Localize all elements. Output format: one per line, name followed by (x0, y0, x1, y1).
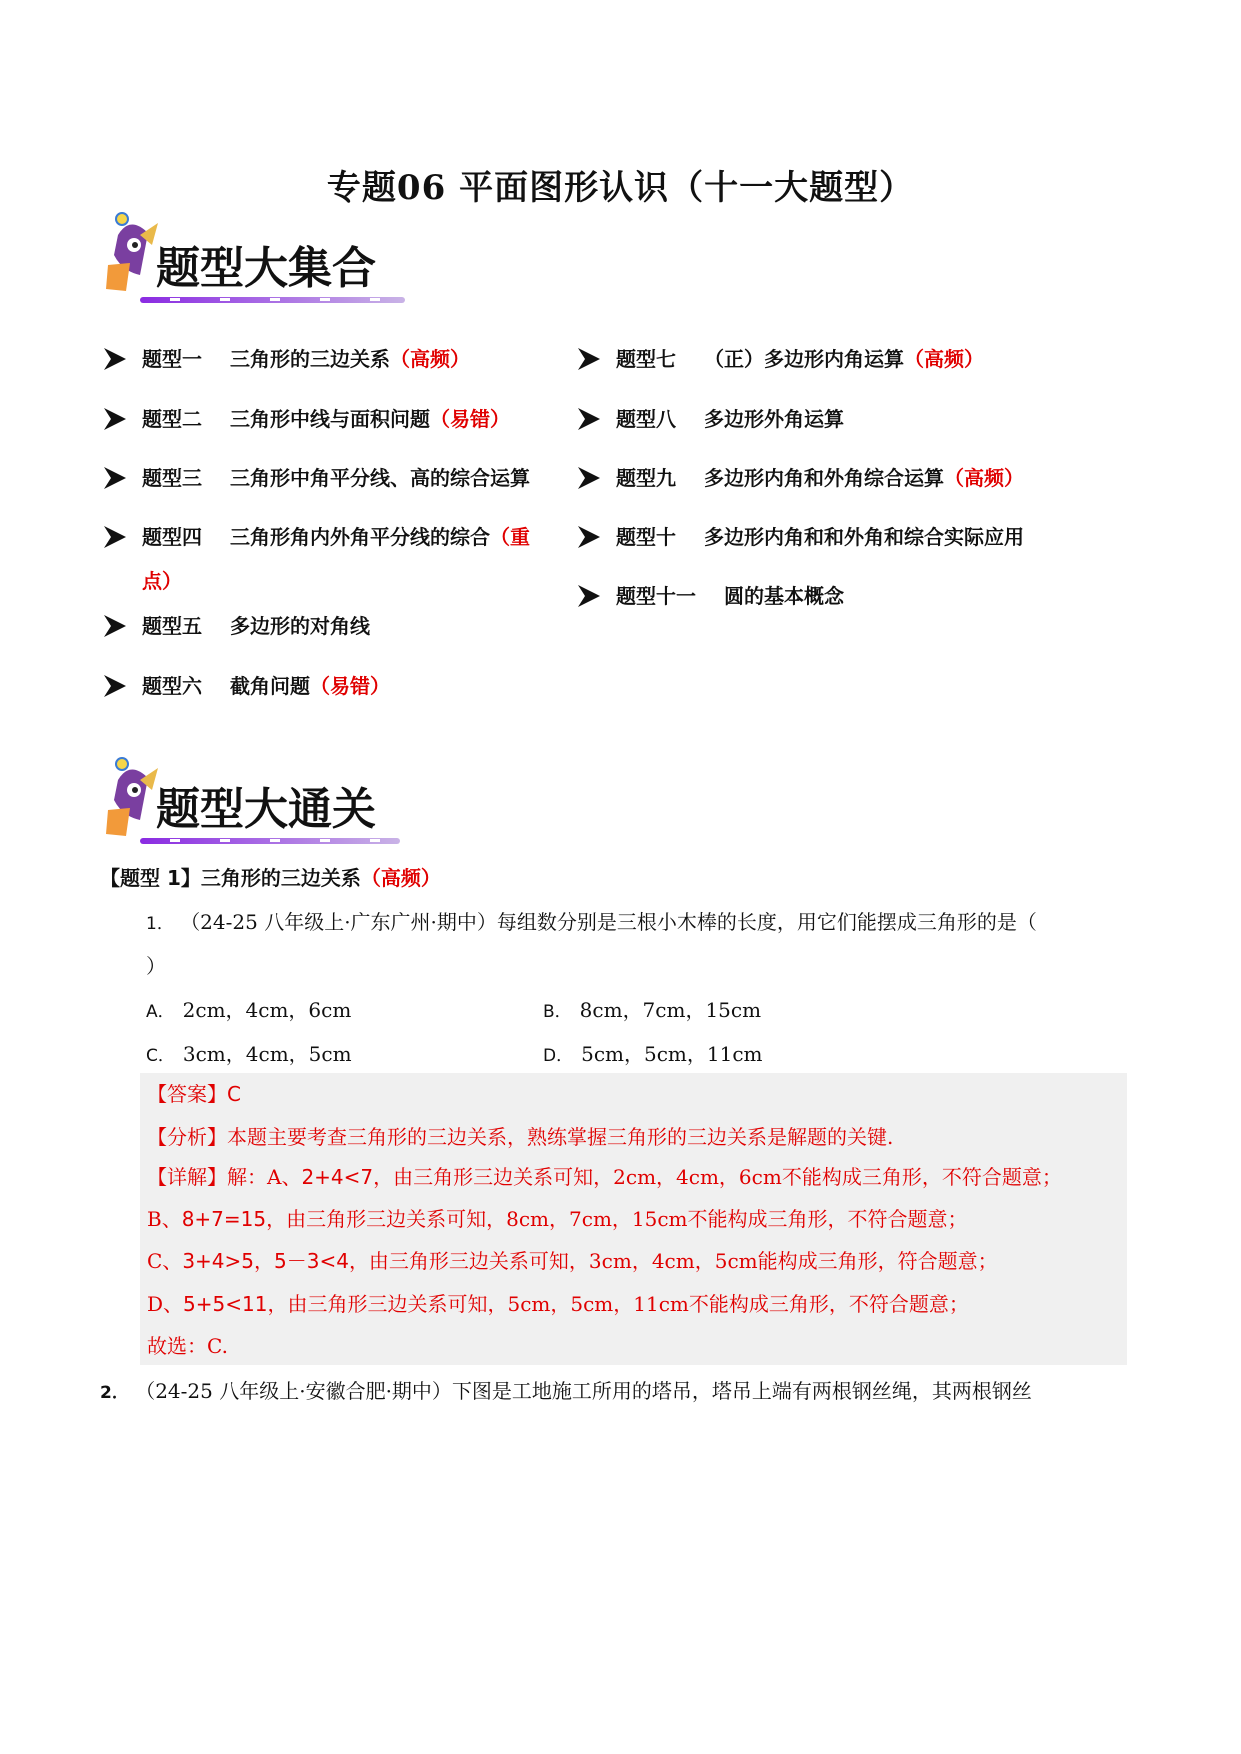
option-c[interactable] (146, 1038, 352, 1067)
toc-label: （正）多边形内角运算 (704, 347, 904, 371)
analysis-text: 本题主要考查三角形的三边关系，熟练掌握三角形的三边关系是解题的关键. (227, 1125, 894, 1149)
toc-num: 题型五 (142, 614, 202, 638)
detail-math: 2+4<7 (301, 1165, 374, 1189)
toc-num: 题型四 (142, 525, 202, 549)
toc-tag: （易错） (430, 407, 510, 431)
arrow-bullet-icon (576, 583, 602, 609)
detail-line-b (147, 1203, 968, 1232)
option-a[interactable] (146, 994, 351, 1023)
toc-label: 多边形外角运算 (704, 407, 844, 431)
toc-label: 三角形中线与面积问题 (230, 407, 430, 431)
detail-math: 5+5<11 (183, 1292, 268, 1316)
toc-num: 题型一 (142, 347, 202, 371)
toc-label: 三角形中角平分线、高的综合运算 (230, 466, 530, 490)
detail-math: 8+7=15 (181, 1207, 267, 1231)
question-text: 下图是工地施工所用的塔吊，塔吊上端有两根钢丝绳，其两根钢丝 (451, 1379, 1032, 1403)
section-heading-text: 【题型 1】三角形的三边关系 (100, 866, 361, 890)
arrow-bullet-icon (102, 524, 128, 550)
arrow-bullet-icon (102, 465, 128, 491)
section-heading (100, 862, 441, 891)
toc-label: 三角形角内外角平分线的综合 (230, 525, 490, 549)
arrow-bullet-icon (102, 613, 128, 639)
toc-num: 题型六 (142, 674, 202, 698)
toc-num: 题型八 (616, 407, 676, 431)
toc-num: 题型三 (142, 466, 202, 490)
option-letter: A． (146, 1002, 175, 1022)
question-1-stem-end: ） (146, 954, 166, 978)
toc-label: 三角形的三边关系 (230, 347, 390, 371)
toc-tag: （高频） (944, 466, 1024, 490)
detail-prefix: 解：A、 (227, 1165, 302, 1189)
detail-text: ，由三角形三边关系可知，5cm，5cm，11cm不能构成三角形，不符合题意； (267, 1292, 969, 1316)
detail-math: 3+4>5，5－3<4 (182, 1249, 349, 1273)
arrow-bullet-icon (576, 465, 602, 491)
arrow-bullet-icon (576, 524, 602, 550)
toc-num: 题型二 (142, 407, 202, 431)
detail-prefix: D、 (147, 1292, 184, 1316)
detail-line-d (147, 1288, 969, 1317)
question-2-stem (100, 1375, 1140, 1404)
option-text: 8cm，7cm，15cm (579, 998, 762, 1022)
toc-label: 截角问题 (230, 674, 310, 698)
toc-tag: （高频） (904, 347, 984, 371)
option-b[interactable] (543, 994, 761, 1023)
toc-num: 题型七 (616, 347, 676, 371)
wizard-banner-image (100, 205, 440, 315)
toc-tag-continuation: 点） (142, 569, 182, 593)
detail-line-a (147, 1161, 1062, 1190)
arrow-bullet-icon (576, 346, 602, 372)
banner-pass (100, 750, 440, 860)
toc-label: 多边形内角和外角综合运算 (704, 466, 944, 490)
option-text: 2cm，4cm，6cm (182, 998, 352, 1022)
detail-text: ，由三角形三边关系可知，8cm，7cm，15cm不能构成三角形，不符合题意； (266, 1207, 968, 1231)
detail-text: ，由三角形三边关系可知，3cm，4cm，5cm能构成三角形，符合题意； (348, 1249, 998, 1273)
toc-tag: （易错） (310, 674, 390, 698)
detail-text: ，由三角形三边关系可知，2cm，4cm，6cm不能构成三角形，不符合题意； (373, 1165, 1062, 1189)
answer-label: 【答案】 (147, 1082, 227, 1106)
toc-label: 圆的基本概念 (724, 584, 844, 608)
arrow-bullet-icon (576, 406, 602, 432)
option-d[interactable] (543, 1038, 763, 1067)
detail-line-c (147, 1245, 998, 1274)
option-letter: B． (543, 1002, 572, 1022)
question-1-stem (146, 906, 1136, 935)
wizard-banner-image (100, 750, 440, 860)
page-title: 专题06 平面图形认识（十一大题型） (326, 168, 915, 208)
arrow-bullet-icon (102, 673, 128, 699)
banner-collection (100, 205, 440, 315)
arrow-bullet-icon (102, 346, 128, 372)
option-letter: C． (146, 1046, 175, 1066)
detail-prefix: B、 (147, 1207, 182, 1231)
detail-label: 【详解】 (147, 1165, 227, 1189)
analysis-line (147, 1121, 893, 1150)
question-source: （24-25 八年级上·安徽合肥·期中） (135, 1379, 452, 1403)
banner-pass-text: 题型大通关 (156, 784, 376, 835)
toc-tag: （高频） (390, 347, 470, 371)
conclusion-line: 故选：C. (147, 1334, 228, 1358)
arrow-bullet-icon (102, 406, 128, 432)
question-source: （24-25 八年级上·广东广州·期中） (180, 910, 497, 934)
toc-num: 题型十一 (616, 584, 696, 608)
question-number: 1． (146, 914, 174, 934)
analysis-label: 【分析】 (147, 1125, 227, 1149)
toc-tag: （重 (490, 525, 530, 549)
option-text: 3cm，4cm，5cm (182, 1042, 352, 1066)
answer-value: C (227, 1082, 241, 1106)
toc-num: 题型九 (616, 466, 676, 490)
toc-num: 题型十 (616, 525, 676, 549)
detail-prefix: C、 (147, 1249, 183, 1273)
answer-line (147, 1078, 241, 1107)
option-text: 5cm，5cm，11cm (581, 1042, 763, 1066)
toc-label: 多边形的对角线 (230, 614, 370, 638)
toc-label: 多边形内角和和外角和综合实际应用 (704, 525, 1024, 549)
section-heading-tag: （高频） (360, 866, 441, 890)
question-number: 2． (100, 1383, 129, 1403)
banner-collection-text: 题型大集合 (156, 243, 376, 294)
option-letter: D． (543, 1046, 574, 1066)
question-text: 每组数分别是三根小木棒的长度，用它们能摆成三角形的是（ (496, 910, 1037, 934)
